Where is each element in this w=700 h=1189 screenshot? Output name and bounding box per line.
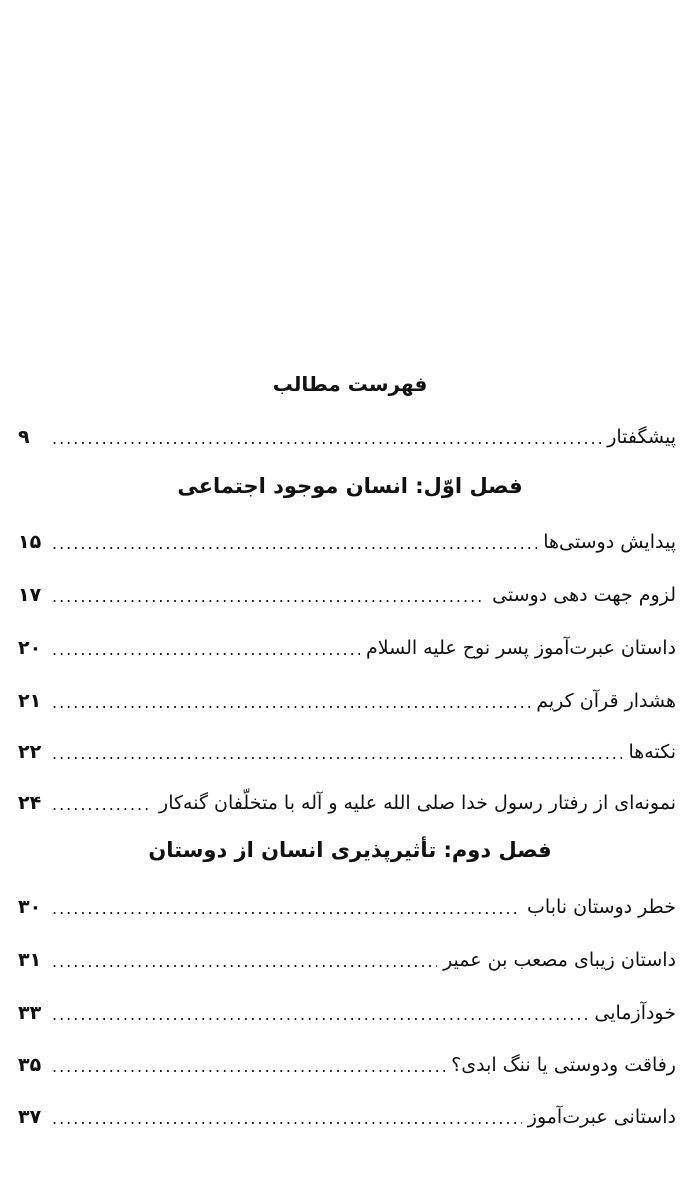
leader-dots [52,1005,588,1024]
toc-entry[interactable] [18,629,676,659]
leader-dots [52,1109,522,1128]
toc-entry-title: خطر دوستان ناباب [527,896,676,918]
toc-entry[interactable] [18,1098,676,1128]
toc-entry-page: ۲۰ [18,637,42,659]
toc-entry-title: داستانی عبرت‌آموز [527,1106,676,1128]
toc-entry-page: ۲۴ [18,792,42,814]
leader-dots [52,534,537,553]
leader-dots [52,795,153,814]
toc-entry-title: لزوم جهت دهی دوستی [492,584,676,606]
toc-entry-title: هشدار قرآن کریم [536,690,676,712]
chapter-heading: فصل اوّل: انسان موجود اجتماعی [177,474,523,498]
toc-entry[interactable] [18,941,676,971]
toc-entry-title: داستان عبرت‌آموز پسر نوح علیه السلام [366,637,676,659]
toc-entry-page: ۱۵ [18,531,42,553]
leader-dots [52,1057,445,1076]
toc-entry-title: نکته‌ها [628,741,676,763]
toc-entry-title: نمونه‌ای از رفتار رسول خدا صلی الله علیه و آله با متخلّفان گنه‌کار [159,792,676,814]
toc-entry-title: رفاقت ودوستی یا ننگ ابدی؟ [451,1054,676,1076]
leader-dots [52,899,521,918]
toc-entry-page: ۳۵ [18,1054,42,1076]
leader-dots [52,640,360,659]
toc-entry[interactable] [18,994,676,1024]
toc-entry[interactable] [18,576,676,606]
toc-entry-page: ۱۷ [18,584,42,606]
toc-entry-title: پیشگفتار [607,426,676,448]
toc-entry-page: ۲۲ [18,741,42,763]
toc-entry-title: پیدایش دوستی‌ها [543,531,676,553]
leader-dots [52,952,437,971]
toc-entry-title: داستان زیبای مصعب بن عمیر [443,949,676,971]
toc-entry[interactable] [18,418,676,448]
leader-dots [52,744,622,763]
toc-entry-page: ۳۷ [18,1106,42,1128]
toc-entry-page: ۹ [18,426,30,448]
toc-entry-page: ۲۱ [18,690,42,712]
toc-entry[interactable] [18,784,676,814]
toc-entry[interactable] [18,888,676,918]
toc-entry-page: ۳۳ [18,1002,42,1024]
toc-entry[interactable] [18,733,676,763]
toc-title: فهرست مطالب [272,372,428,396]
toc-entry-page: ۳۱ [18,949,42,971]
toc-entry-page: ۳۰ [18,896,42,918]
toc-entry-title: خودآزمایی [594,1002,676,1024]
leader-dots [52,429,601,448]
toc-entry[interactable] [18,523,676,553]
chapter-heading: فصل دوم: تأثیرپذیری انسان از دوستان [148,838,552,862]
toc-entry[interactable] [18,1046,676,1076]
toc-entry[interactable] [18,682,676,712]
leader-dots [52,587,486,606]
leader-dots [52,693,530,712]
